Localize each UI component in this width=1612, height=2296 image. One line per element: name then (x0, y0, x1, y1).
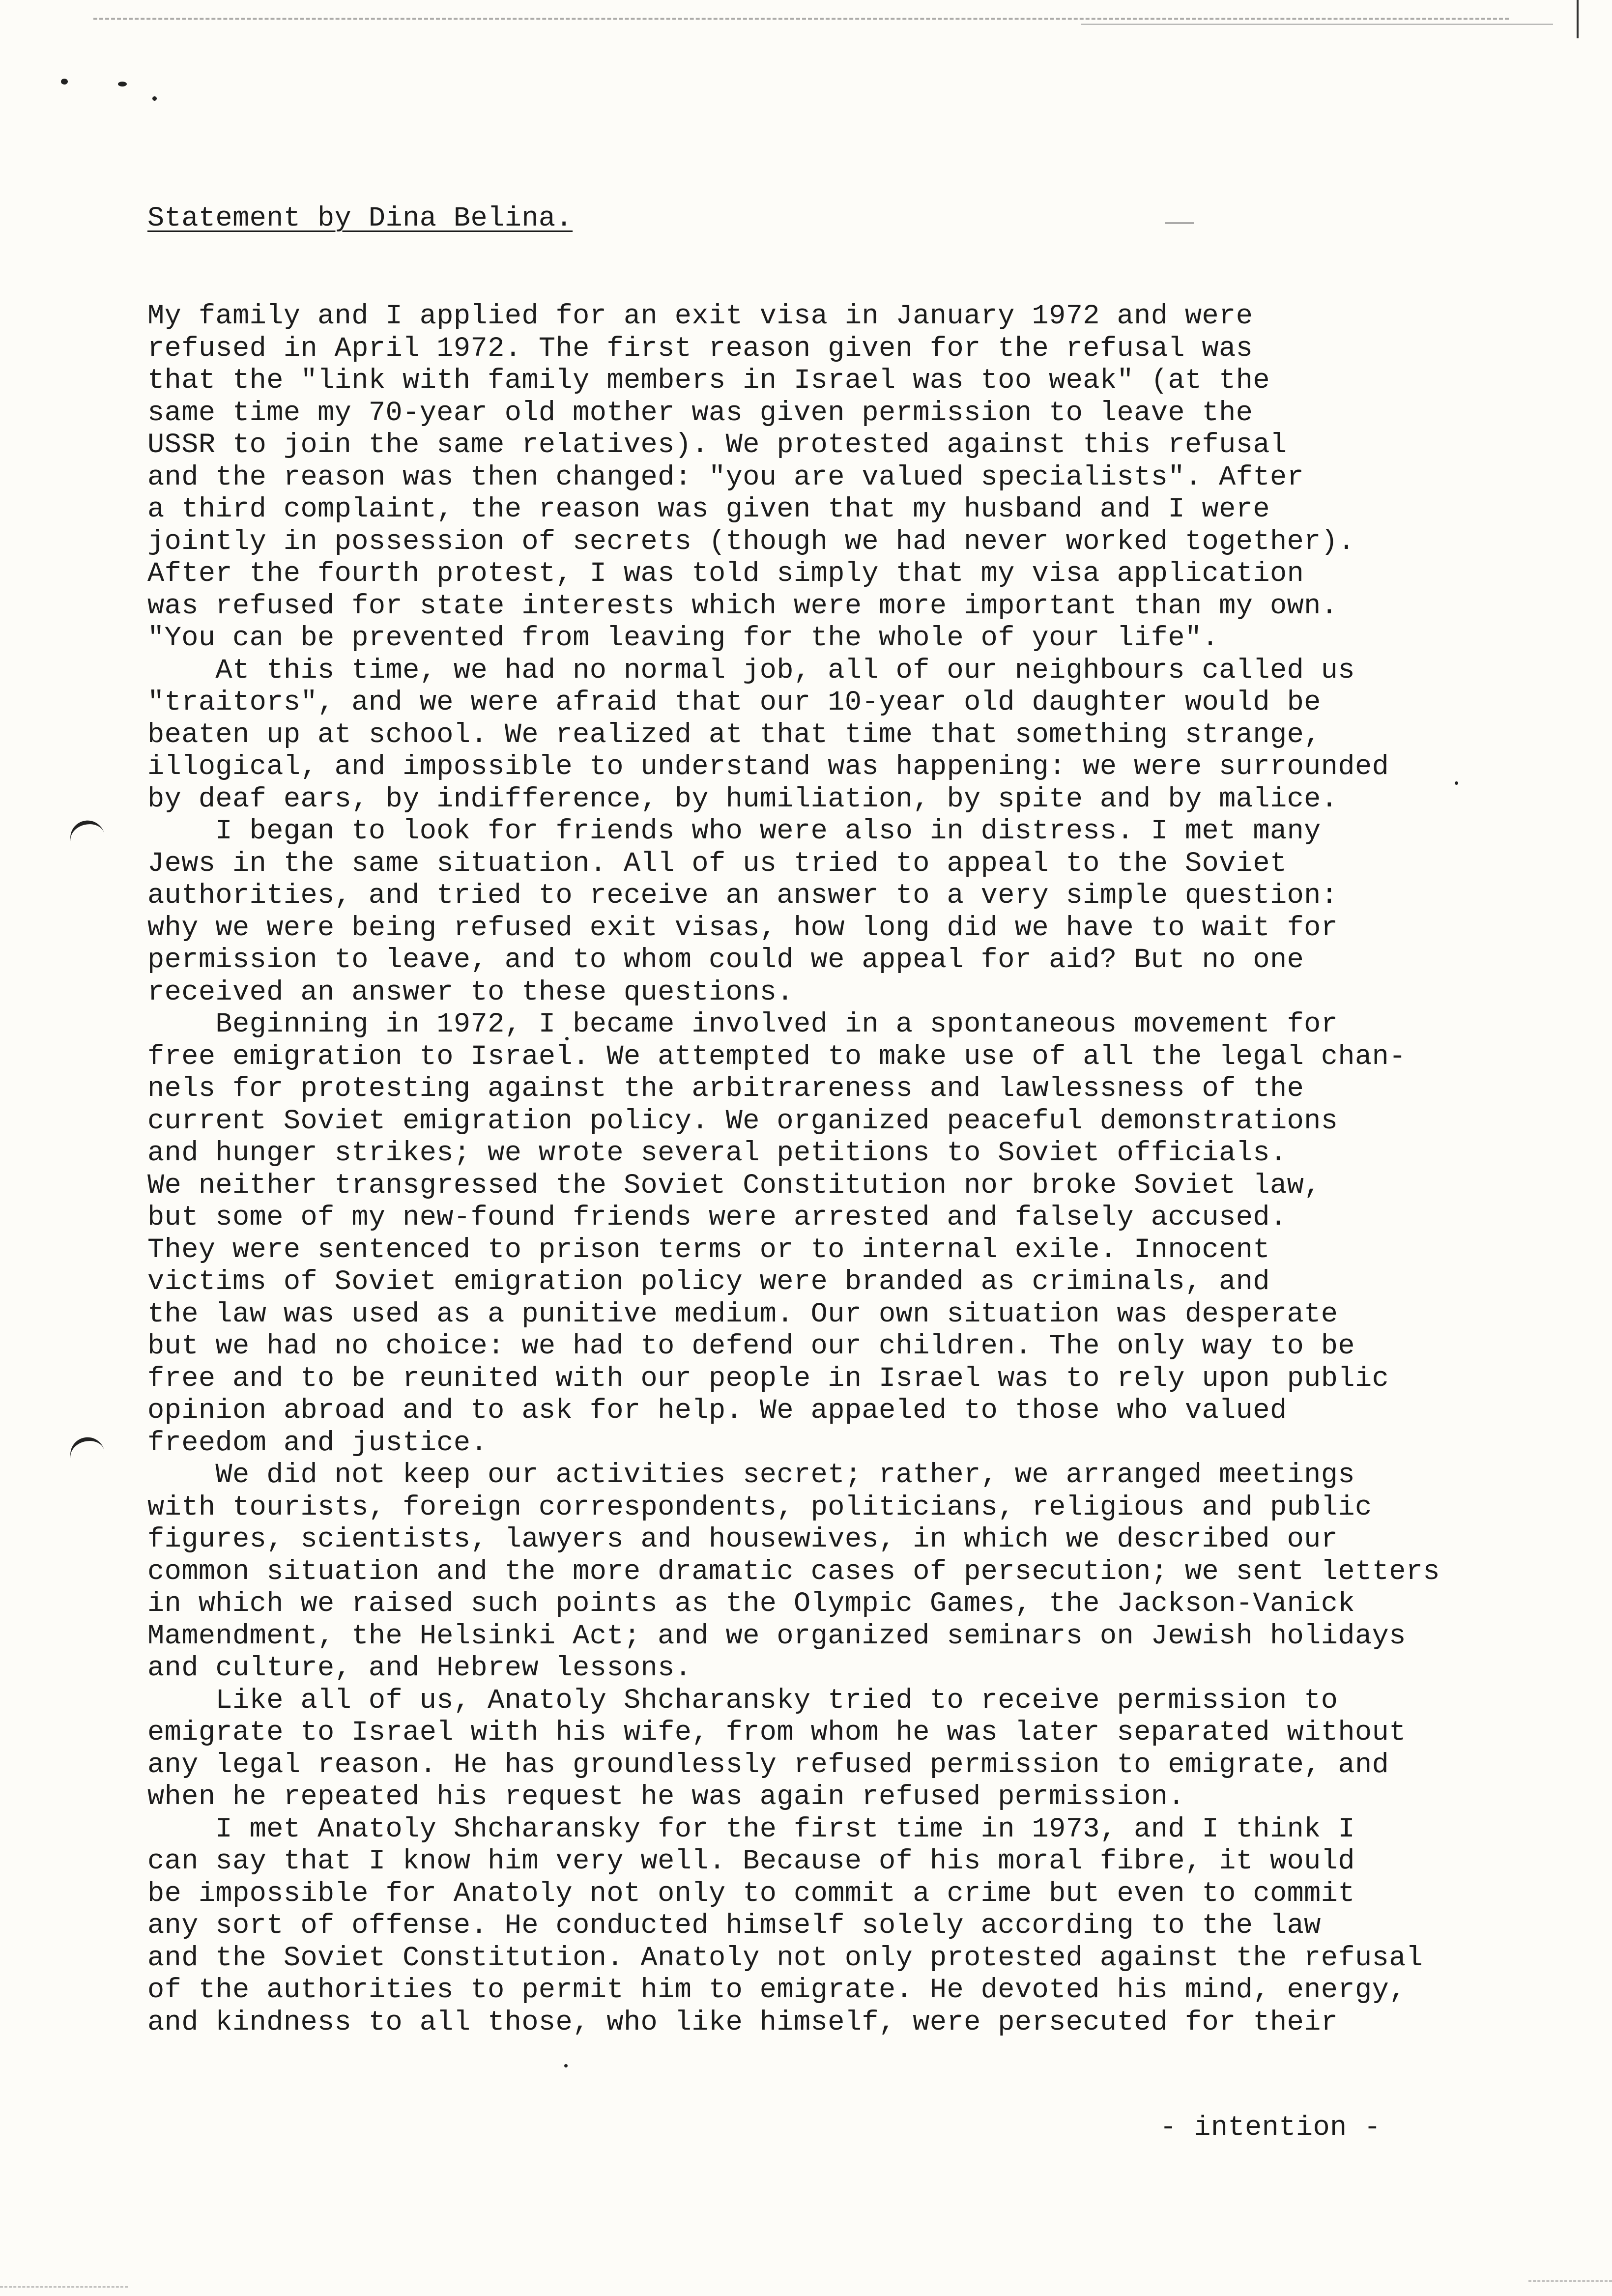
text-line: when he repeated his request he was again refused permission. (147, 1781, 1185, 1813)
text-line: any sort of offense. He conducted himself solely according to the law (147, 1910, 1321, 1942)
scan-bottom-rule-right (1528, 2280, 1612, 2282)
margin-mark (67, 1434, 106, 1463)
text-line: any legal reason. He has groundlessly refused permission to emigrate, and (147, 1749, 1389, 1781)
text-line: was refused for state interests which were more important than my own. (147, 590, 1338, 622)
text-line: that the "link with family members in Israel was too weak" (at the (147, 365, 1270, 397)
text-line: At this time, we had no normal job, all of our neighbours called us (147, 655, 1355, 687)
text-line: victims of Soviet emigration policy were branded as criminals, and (147, 1266, 1270, 1298)
text-line: permission to leave, and to whom could we appeal for aid? But no one (147, 945, 1304, 976)
text-line: current Soviet emigration policy. We organized peaceful demonstrations (147, 1105, 1338, 1137)
text-line: nels for protesting against the arbitrareness and lawlessness of the (147, 1073, 1304, 1105)
text-line: and the Soviet Constitution. Anatoly not only protested against the refusal (147, 1942, 1423, 1974)
text-line: emigrate to Israel with his wife, from whom he was later separated without (147, 1717, 1406, 1749)
text-line: USSR to join the same relatives). We protested against this refusal (147, 430, 1287, 461)
text-line: I met Anatoly Shcharansky for the first time in 1973, and I think I (147, 1813, 1355, 1845)
text-line: After the fourth protest, I was told simply that my visa application (147, 558, 1304, 590)
text-line: be impossible for Anatoly not only to commit a crime but even to commit (147, 1878, 1355, 1910)
text-line: by deaf ears, by indifference, by humiliation, by spite and by malice. (147, 783, 1338, 815)
text-line: with tourists, foreign correspondents, politicians, religious and public (147, 1492, 1372, 1523)
text-line: and kindness to all those, who like himself, were persecuted for their (147, 2007, 1338, 2038)
scan-dash-mark (1165, 222, 1194, 224)
text-line: authorities, and tried to receive an answer to a very simple question: (147, 880, 1338, 912)
text-line: received an answer to these questions. (147, 976, 794, 1008)
text-line: Jews in the same situation. All of us tried to appeal to the Soviet (147, 848, 1287, 880)
scan-speck (118, 82, 127, 86)
text-line: and culture, and Hebrew lessons. (147, 1653, 692, 1684)
document-title: Statement by Dina Belina. (147, 203, 573, 234)
text-line: illogical, and impossible to understand was happening: we were surrounded (147, 751, 1389, 783)
text-line: We did not keep our activities secret; rather, we arranged meetings (147, 1460, 1355, 1491)
text-line: can say that I know him very well. Because of his moral fibre, it would (147, 1846, 1355, 1877)
text-line: They were sentenced to prison terms or to internal exile. Innocent (147, 1234, 1270, 1266)
text-line: My family and I applied for an exit visa in January 1972 and were (147, 301, 1253, 332)
text-line: a third complaint, the reason was given that my husband and I were (147, 494, 1270, 525)
text-line: freedom and justice. (147, 1427, 488, 1459)
scan-top-rule-right (1081, 24, 1553, 25)
text-line: common situation and the more dramatic cases of persecution; we sent letters (147, 1556, 1440, 1588)
text-line: but we had no choice: we had to defend our children. The only way to be (147, 1331, 1355, 1362)
statement-body (147, 301, 1504, 2039)
text-line: beaten up at school. We realized at that time that something strange, (147, 719, 1321, 751)
text-line: "You can be prevented from leaving for the whole of your life". (147, 623, 1219, 654)
text-line: figures, scientists, lawyers and housewives, in which we described our (147, 1524, 1338, 1555)
text-line: of the authorities to permit him to emigrate. He devoted his mind, energy, (147, 1975, 1406, 2006)
text-line: and hunger strikes; we wrote several petitions to Soviet officials. (147, 1138, 1287, 1169)
scan-speck (152, 96, 157, 101)
text-line: but some of my new-found friends were arrested and falsely accused. (147, 1202, 1287, 1234)
text-line: jointly in possession of secrets (though we had never worked together). (147, 526, 1355, 558)
text-line: free and to be reunited with our people in Israel was to rely upon public (147, 1363, 1389, 1395)
text-line: We neither transgressed the Soviet Constitution nor broke Soviet law, (147, 1170, 1321, 1202)
text-line: Beginning in 1972, I became involved in a spontaneous movement for (147, 1009, 1338, 1040)
text-line: free emigration to Israel. We attempted to make use of all the legal chan- (147, 1041, 1406, 1073)
text-line: Like all of us, Anatoly Shcharansky tried to receive permission to (147, 1685, 1338, 1717)
text-line: "traitors", and we were afraid that our 10-year old daughter would be (147, 687, 1321, 718)
text-line: I began to look for friends who were also in distress. I met many (147, 816, 1321, 847)
catchword: - intention - (1160, 2112, 1381, 2144)
text-line: Mamendment, the Helsinki Act; and we organized seminars on Jewish holidays (147, 1620, 1406, 1652)
text-line: why we were being refused exit visas, how long did we have to wait for (147, 912, 1338, 944)
text-line: same time my 70-year old mother was given permission to leave the (147, 397, 1253, 429)
scan-speck (61, 79, 68, 85)
text-line: and the reason was then changed: "you are valued specialists". After (147, 461, 1304, 493)
text-line: opinion abroad and to ask for help. We appaeled to those who valued (147, 1395, 1287, 1427)
scan-bottom-rule (0, 2286, 128, 2288)
scan-edge-mark (1577, 0, 1579, 38)
text-line: in which we raised such points as the Olympic Games, the Jackson-Vanick (147, 1588, 1355, 1620)
text-line: refused in April 1972. The first reason given for the refusal was (147, 333, 1253, 365)
scan-speck (564, 2064, 568, 2067)
margin-mark (67, 817, 106, 846)
text-line: the law was used as a punitive medium. Our own situation was desperate (147, 1298, 1338, 1330)
scan-top-rule (93, 18, 1509, 20)
